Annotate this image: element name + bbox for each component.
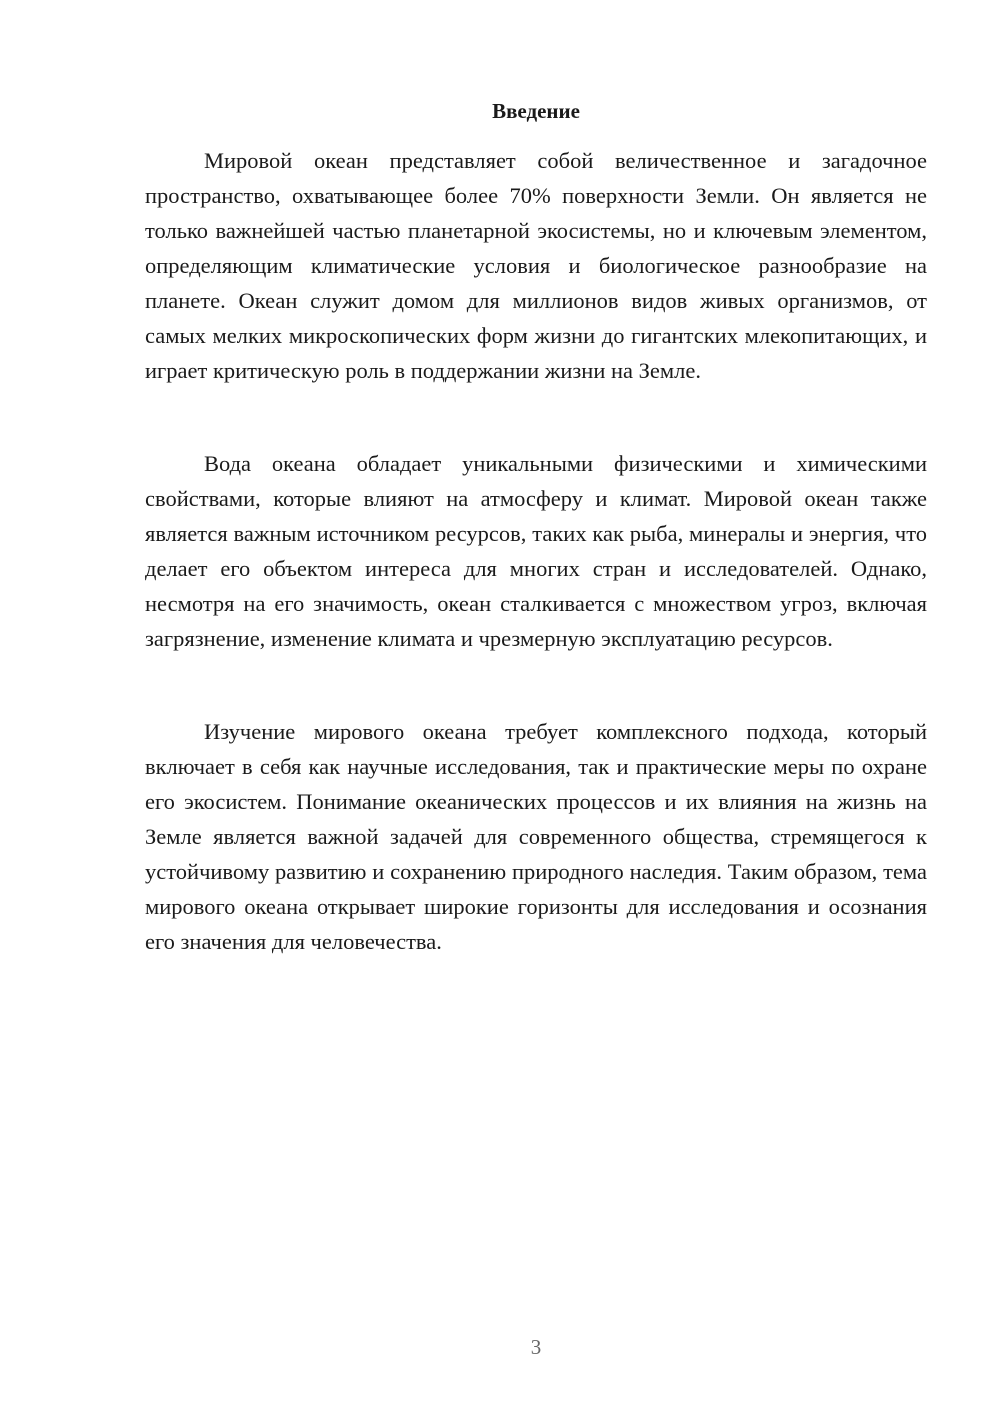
paragraph-1: Мировой океан представляет собой величественное и загадочное пространство, охватывающее более 70% поверхности Земли. Он является не только важнейшей частью планетарной экосистемы, но и ключевым элементом, определяющим климатические условия и биологическое разнообразие на планете. Океан служит домом для миллионов видов живых организмов, от самых мелких микроскопических форм жизни до гигантских млекопитающих, и играет критическую роль в поддержании жизни на Земле. [145,148,927,383]
section-heading: Введение [492,99,580,123]
paragraph-3: Изучение мирового океана требует комплексного подхода, который включает в себя как научные исследования, так и практические меры по охране его экосистем. Понимание океанических процессов и их влияния на жизнь на Земле является важной задачей для современного общества, стремящегося к устойчивому развитию и сохранению природного наследия. Таким образом, тема мирового океана открывает широкие горизонты для исследования и осознания его значения для человечества. [145,719,927,954]
paragraph-2: Вода океана обладает уникальными физическими и химическими свойствами, которые влияют на атмосферу и климат. Мировой океан также является важным источником ресурсов, таких как рыба, минералы и энергия, что делает его объектом интереса для многих стран и исследователей. Однако, несмотря на его значимость, океан сталкивается с множеством угроз, включая загрязнение, изменение климата и чрезмерную эксплуатацию ресурсов. [145,451,927,651]
page-number: 3 [530,1335,542,1359]
